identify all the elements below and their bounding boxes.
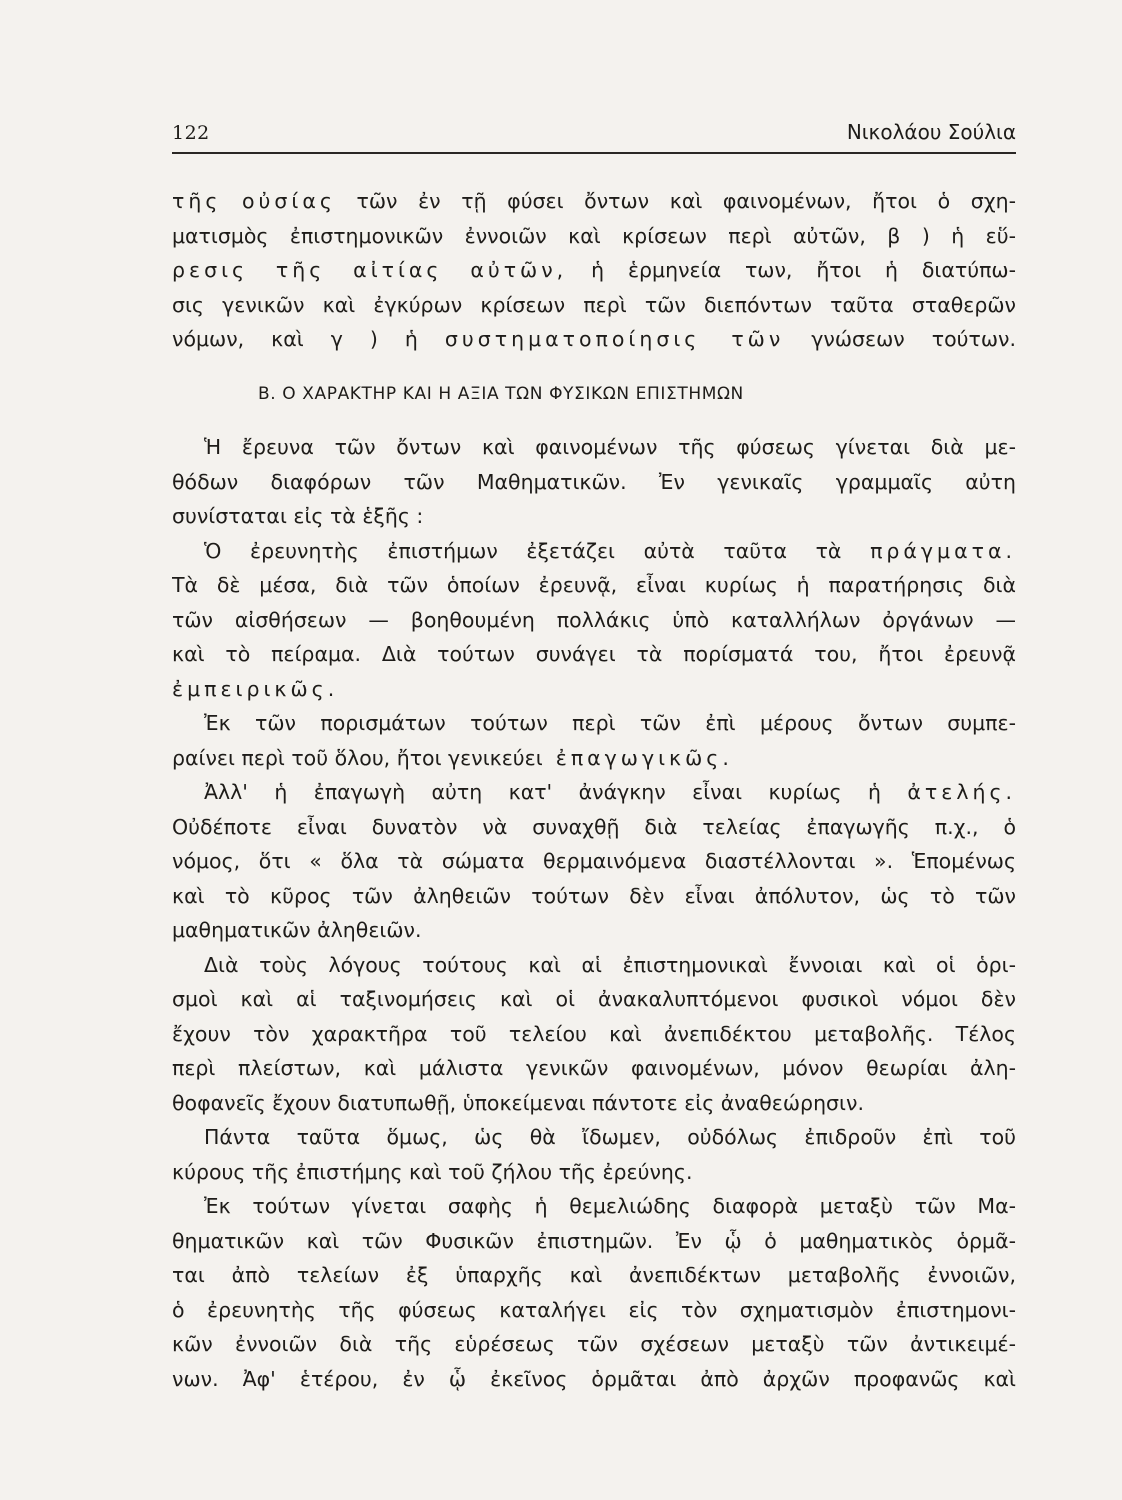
page-body	[172, 184, 1016, 1396]
text-line	[172, 741, 1016, 776]
text-fragment: γνώσεων τούτων.	[811, 327, 1016, 351]
text-line: θόδων διαφόρων τῶν Μαθηματικῶν. Ἐν γενικαῖς γραμμαῖς αὐτη	[172, 469, 1016, 494]
text-line: καὶ τὸ κῦρος τῶν ἀληθειῶν τούτων δὲν εἶναι ἀπόλυτον, ὡς τὸ τῶν	[172, 883, 1016, 908]
text-line: ματισμὸς ἐπιστημονικῶν ἐννοιῶν καὶ κρίσεων περὶ αὐτῶν, β ) ἡ εὕ-	[172, 223, 1016, 248]
spaced-emphasis: οὐσίας	[242, 189, 336, 213]
text-line: Ἐκ τῶν πορισμάτων τούτων περὶ τῶν ἐπὶ μέρους ὄντων συμπε-	[204, 711, 1016, 735]
text-line: θοφανεῖς ἔχουν διατυπωθῇ, ὑποκείμεναι πάντοτε εἰς ἀναθεώρησιν.	[172, 1090, 864, 1115]
text-line	[172, 534, 1016, 569]
text-line	[172, 184, 1016, 219]
spaced-emphasis: συστηματοποίησις τῶν	[444, 327, 785, 351]
paragraph	[172, 534, 1016, 707]
text-line: μαθηματικῶν ἀληθειῶν.	[172, 918, 422, 942]
text-fragment: τῆς	[172, 189, 222, 213]
text-line: Διὰ τοὺς λόγους τούτους καὶ αἱ ἐπιστημονικαὶ ἔννοιαι καὶ οἱ ὁρι-	[204, 952, 1016, 977]
running-head: Νικολάου Σούλια	[846, 120, 1016, 144]
text-line: τῶν αἰσθήσεων — βοηθουμένη πολλάκις ὑπὸ καταλλήλων ὀργάνων —	[172, 607, 1016, 632]
page-number: 122	[172, 122, 210, 144]
text-line: ται ἀπὸ τελείων ἐξ ὑπαρχῆς καὶ ἀνεπιδέκτων μεταβολῆς ἐννοιῶν,	[172, 1263, 1016, 1287]
page-header	[172, 118, 1016, 154]
paragraph	[172, 184, 1016, 357]
spaced-emphasis: ρεσις τῆς αἰτίας αὐτῶν,	[172, 258, 568, 282]
spaced-emphasis: ἐπαγωγικῶς.	[555, 745, 733, 770]
text-line: Πάντα ταῦτα ὅμως, ὡς θὰ ἴδωμεν, οὐδόλως ἐπιδροῦν ἐπὶ τοῦ	[204, 1125, 1016, 1149]
paragraph	[172, 775, 1016, 948]
text-line: καὶ τὸ πείραμα. Διὰ τούτων συνάγει τὰ πορίσματά του, ἤτοι ἐρευνᾷ	[172, 642, 1016, 666]
text-line	[172, 322, 1016, 357]
text-line	[172, 253, 1016, 288]
text-line: ἔχουν τὸν χαρακτῆρα τοῦ τελείου καὶ ἀνεπιδέκτου μεταβολῆς. Τέλος	[172, 1021, 1016, 1046]
text-line	[172, 775, 1016, 810]
text-line: Ἐκ τούτων γίνεται σαφὴς ἡ θεμελιώδης διαφορὰ μεταξὺ τῶν Μα-	[204, 1194, 1016, 1218]
text-line: ἐμπειρικῶς.	[172, 676, 339, 701]
spaced-emphasis: ἀτελής.	[907, 780, 1016, 804]
paragraph	[172, 1189, 1016, 1396]
paragraph	[172, 948, 1016, 1121]
text-fragment: Ἀλλ' ἡ ἐπαγωγὴ αὐτη κατ' ἀνάγκην εἶναι κυρίως ἡ	[204, 780, 881, 804]
paragraph	[172, 430, 1016, 534]
text-line: Οὐδέποτε εἶναι δυνατὸν νὰ συναχθῇ διὰ τελείας ἐπαγωγῆς π.χ., ὁ	[172, 814, 1016, 839]
text-fragment: Ὁ ἐρευνητὴς ἐπιστήμων ἐξετάζει αὐτὰ ταῦτα τὰ	[204, 538, 842, 563]
text-line: Τὰ δὲ μέσα, διὰ τῶν ὁποίων ἐρευνᾷ, εἶναι κυρίως ἡ παρατήρησις διὰ	[172, 573, 1016, 597]
text-fragment: ἡ ἑρμηνεία των, ἤτοι ἡ διατύπω-	[591, 258, 1016, 282]
text-fragment: ραίνει περὶ τοῦ ὅλου, ἤτοι γενικεύει	[172, 745, 543, 770]
text-line: ὁ ἐρευνητὴς τῆς φύσεως καταλήγει εἰς τὸν σχηματισμὸν ἐπιστημονι-	[172, 1297, 1016, 1322]
text-line: περὶ πλείστων, καὶ μάλιστα γενικῶν φαινομένων, μόνον θεωρίαι ἀλη-	[172, 1056, 1016, 1080]
text-line: νων. Ἀφ' ἑτέρου, ἐν ᾧ ἐκεῖνος ὁρμᾶται ἀπὸ ἀρχῶν προφανῶς καὶ	[172, 1366, 1016, 1391]
text-line: Ἡ ἔρευνα τῶν ὄντων καὶ φαινομένων τῆς φύσεως γίνεται διὰ με-	[204, 435, 1016, 459]
text-line: θηματικῶν καὶ τῶν Φυσικῶν ἐπιστημῶν. Ἐν ᾧ ὁ μαθηματικὸς ὁρμᾶ-	[172, 1228, 1016, 1253]
text-line: νόμος, ὅτι « ὅλα τὰ σώματα θερμαινόμενα διαστέλλονται ». Ἑπομένως	[172, 849, 1016, 873]
text-fragment: τῶν ἐν τῇ φύσει ὄντων καὶ φαινομένων, ἤτοι ὁ σχη-	[356, 189, 1016, 213]
text-line: κύρους τῆς ἐπιστήμης καὶ τοῦ ζήλου τῆς ἐρεύνης.	[172, 1159, 693, 1184]
spaced-emphasis: πράγματα.	[870, 538, 1016, 563]
paragraph	[172, 706, 1016, 775]
section-heading: Β. Ο ΧΑΡΑΚΤΗΡ ΚΑΙ Η ΑΞΙΑ ΤΩΝ ΦΥΣΙΚΩΝ ΕΠΙΣΤΗΜΩΝ	[258, 383, 744, 404]
text-line: σμοὶ καὶ αἱ ταξινομήσεις καὶ οἱ ἀνακαλυπτόμενοι φυσικοὶ νόμοι δὲν	[172, 987, 1016, 1011]
text-fragment: νόμων, καὶ γ ) ἡ	[172, 327, 418, 351]
text-line: κῶν ἐννοιῶν διὰ τῆς εὑρέσεως τῶν σχέσεων μεταξὺ τῶν ἀντικειμέ-	[172, 1332, 1016, 1356]
text-line: συνίσταται εἰς τὰ ἑξῆς :	[172, 504, 424, 528]
text-line: σις γενικῶν καὶ ἐγκύρων κρίσεων περὶ τῶν διεπόντων ταῦτα σταθερῶν	[172, 292, 1016, 317]
paragraph	[172, 1120, 1016, 1189]
